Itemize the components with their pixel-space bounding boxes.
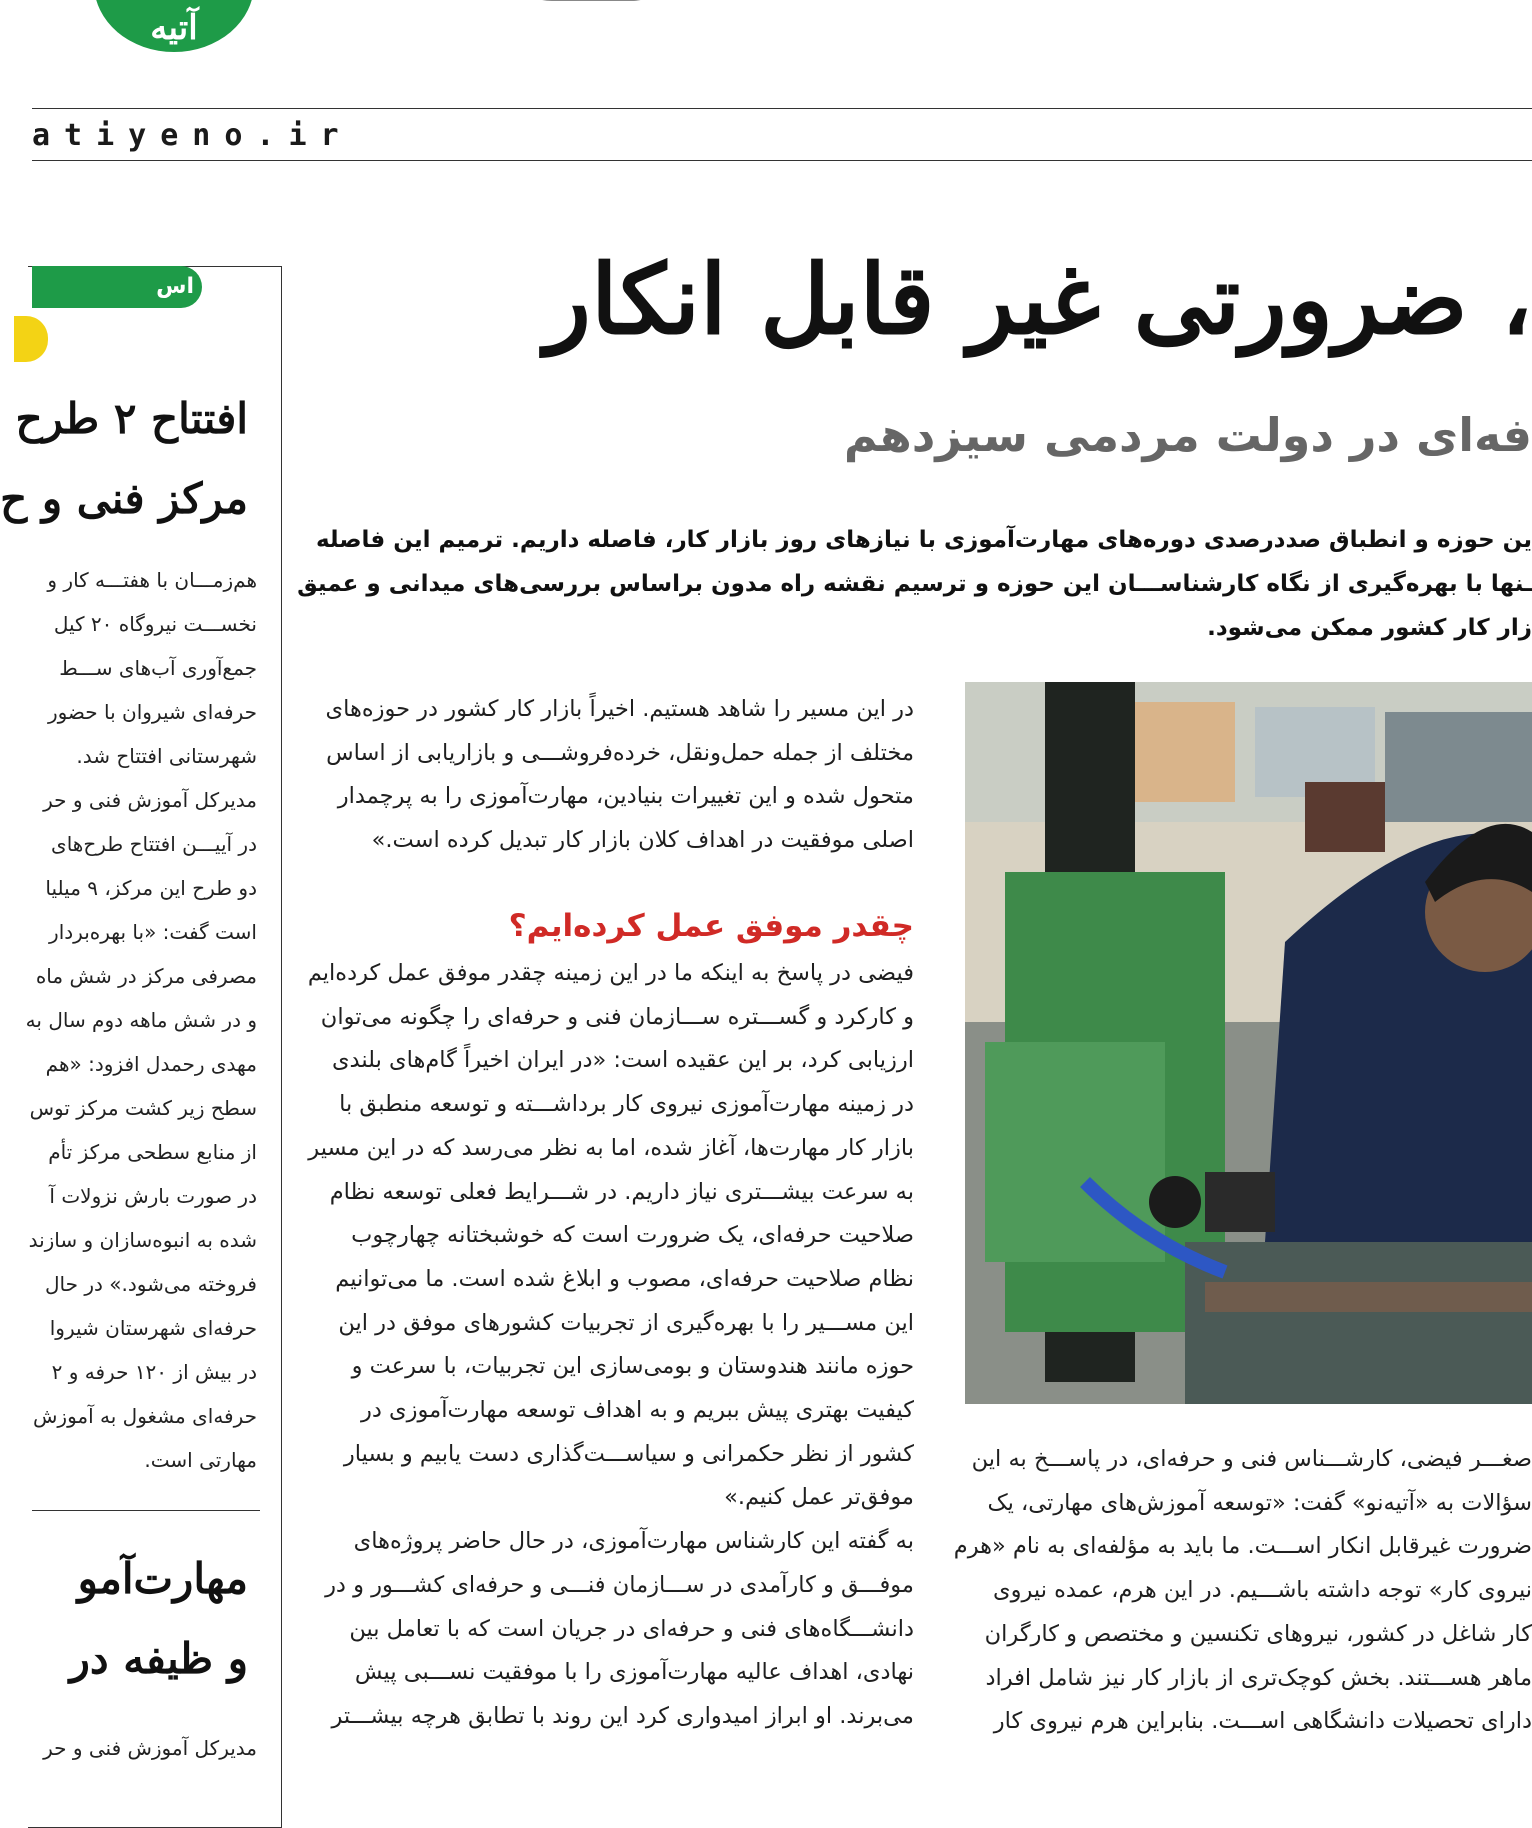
article-subtitle: چقدر موفق عمل کرده‌ایم؟ [508,908,914,944]
body-line: صغـــر فیضی، کارشـــناس فنی و حرفه‌ای، در پاســـخ به این [971,1446,1532,1472]
sidebar-body-line: حرفه‌ای شهرستان شیروا [49,1316,257,1340]
sidebar-body-line: دو طرح این مرکز، ۹ میلیا [45,876,257,900]
article-subheadline: فه‌ای در دولت مردمی سیزدهم [843,408,1532,462]
body-line: موفق‌تر عمل کنیم.» [724,1484,914,1511]
body-line: دانشـــگاه‌های فنی و حرفه‌ای در جریان است که با تعامل بین [349,1615,914,1642]
body-line: دارای تحصیلات دانشگاهی اســـت. بنابراین هرم نیروی کار [993,1708,1532,1735]
sidebar-body-line: نخســـت نیروگاه ۲۰ کیل [53,612,257,636]
body-line: اصلی موفقیت در اهداف کلان بازار کار تبدیل کرده است.» [371,826,914,853]
sidebar-body-line: شهرستانی افتتاح شد. [76,744,257,768]
sidebar-story1-headline-line2: مرکز فنی و ح [0,474,248,523]
article-headline: ، ضرورتی غیر قابل انکار [544,243,1532,356]
right-column [953,1438,1532,1744]
body-line: ماهر هســـتند. بخش کوچک‌تری از بازار کار نیز شامل افراد [985,1664,1532,1691]
body-line: در زمینه مهارت‌آموزی نیروی کار برداشـــته و توسعه منطبق با [339,1091,914,1118]
sidebar-body-line: فروخته می‌شود.» در حال [45,1272,257,1296]
body-line: ضرورت غیرقابل انکار اســـت. ما باید به مؤلفه‌ای به نام «هرم [953,1533,1532,1560]
sidebar-body-line: هم‌زمـــان با هفتـــه کار و [47,568,257,592]
sidebar-story2-headline-line2: و ظیفه در [69,1634,248,1683]
body-line: و کارکرد و گســـتره ســـازمان فنی و حرفه‌ای را چگونه می‌توان [320,1003,914,1030]
body-line: کار شاغل در کشور، نیروهای تکنسین و مختصص و کارگران [984,1620,1532,1647]
publication-logo [94,0,254,52]
sidebar-divider [32,1510,260,1511]
sidebar-body-line: حرفه‌ای مشغول به آموزش [33,1404,257,1428]
body-line: به سرعت بیشـــتری نیاز داریم. در شـــرایط فعلی توسعه نظام [329,1178,914,1205]
lead-line: ـنها با بهره‌گیری از نگاه کارشناســـان این حوزه و ترسیم نقشه راه مدون براساس بررسی‌های میدانی و عمیق [297,571,1532,597]
sidebar-body-line: از منابع سطحی مرکز تأم [48,1140,257,1164]
sidebar-body-line: و در شش ماهه دوم سال به [25,1008,257,1032]
article-photo [965,682,1532,1404]
body-line: بازار کار مهارت‌ها، آغاز شده، اما به نظر می‌رسد که در این مسیر [308,1134,914,1161]
sidebar-body-line: مهدی رحمدل افزود: «هم [45,1052,257,1076]
lead-line: ین حوزه و انطباق صددرصدی دوره‌های مهارت‌آموزی با نیازهای روز بازار کار، فاصله داریم. ترمیم این فاصله [315,527,1532,553]
article-lead [297,518,1532,650]
body-line: مختلف از جمله حمل‌ونقل، خرده‌فروشـــی و بازاریابی از اساس [326,739,914,766]
body-line: کشور از نظر حکمرانی و سیاســـت‌گذاری دست یابیم و بسیار [343,1440,914,1467]
logo-text: آتیه [150,8,198,48]
site-url[interactable]: atiyeno.ir [32,118,353,153]
sidebar-body-line: شده به انبوه‌سازان و سازند [28,1228,257,1252]
body-line: نظام صلاحیت حرفه‌ای، مصوب و ابلاغ شده است. ما می‌توانیم [335,1265,914,1292]
body-line: متحول شده و این تغییرات بنیادین، مهارت‌آموزی را به پرچمدار [337,783,914,809]
sidebar-story1-body [25,558,257,1482]
sidebar-section-tag: اس [32,266,202,308]
sidebar-body-line: در آییـــن افتتاح طرح‌های [51,832,257,856]
lead-line: زار کار کشور ممکن می‌شود. [1207,615,1532,641]
body-line: کیفیت بهتری پیش ببریم و به اهداف توسعه مهارت‌آموزی در [361,1397,914,1424]
body-line: صلاحیت حرفه‌ای، یک ضرورت است که خوشبختانه چهارچوب [351,1222,914,1249]
sidebar-body-line: سطح زیر کشت مرکز توس [29,1096,257,1120]
sidebar-body-line: در صورت بارش نزولات آ [49,1184,257,1208]
body-line: نهادی، اهداف عالیه مهارت‌آموزی را با موفقیت نســـبی پیش [354,1659,914,1686]
sidebar-story2-body-line: مدیرکل آموزش فنی و حر [43,1736,257,1760]
body-line: می‌برند. او ابراز امیدواری کرد این روند با تطابق هرچه بیشـــتر [331,1702,914,1729]
body-line: ارزیابی کرد، بر این عقیده است: «در ایران اخیراً گام‌های بلندی [331,1047,914,1074]
sidebar-body-line: است گفت: «با بهره‌بردار [49,920,257,944]
header-rule [32,108,1532,109]
body-line: سؤالات به «آتیه‌نو» گفت: «توسعه آموزش‌های مهارتی، یک [987,1489,1532,1516]
body-line: فیضی در پاسخ به اینکه ما در این زمینه چقدر موفق عمل کرده‌ایم [307,960,914,986]
body-line: نیروی کار» توجه داشته باشـــیم. در این هرم، عمده نیروی [993,1577,1532,1604]
sidebar-body-line: در بیش از ۱۲۰ حرفه و ۲ [51,1360,257,1384]
header-rule-bottom [32,160,1532,161]
sidebar-story2-headline-line1: مهارت‌آمو [77,1554,248,1603]
sidebar-body-line: مصرفی مرکز در شش ماه [35,964,257,988]
body-line: موفـــق و کارآمدی در ســـازمان فنـــی و حرفه‌ای کشـــور و در [325,1571,914,1598]
body-line: حوزه مانند هندوستان و بومی‌سازی این تجربیات، با سرعت و [351,1353,914,1380]
middle-column-intro [325,688,914,862]
sidebar-body-line: مدیرکل آموزش فنی و حر [43,788,257,812]
middle-column-body [307,952,914,1739]
body-line: در این مسیر را شاهد هستیم. اخیراً بازار کار کشور در حوزه‌های [325,696,914,722]
sidebar-body-line: مهارتی است. [144,1448,257,1472]
sidebar-story1-headline-line1: افتتاح ۲ طرح [15,394,248,443]
body-line: به گفته این کارشناس مهارت‌آموزی، در حال حاضر پروژه‌های [353,1528,914,1555]
sidebar-body-line: جمع‌آوری آب‌های ســـط [59,656,257,680]
body-line: این مســـیر را با بهره‌گیری از تجربیات کشورهای موفق در این [338,1309,914,1336]
sidebar-body-line: حرفه‌ای شیروان با حضور [47,700,257,724]
masthead-fragment [512,0,752,4]
